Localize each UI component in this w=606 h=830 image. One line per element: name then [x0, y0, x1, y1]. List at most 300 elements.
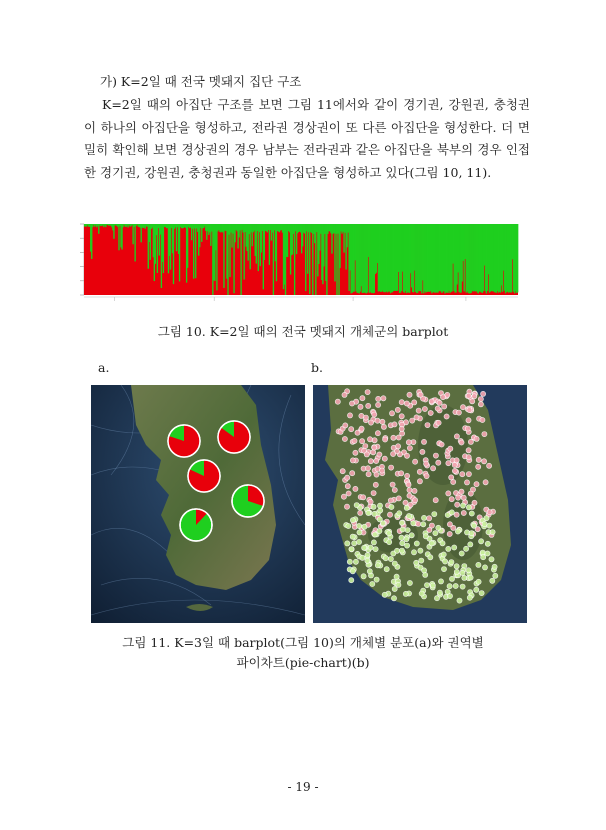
sample-point: [460, 405, 465, 410]
sample-point: [388, 498, 393, 503]
bar-segment-cluster-2: [517, 224, 518, 292]
bar-segment-cluster-2: [113, 224, 114, 239]
satellite-map-with-sample-points: [313, 385, 527, 623]
sample-point: [478, 402, 483, 407]
bar-segment-cluster-2: [305, 224, 306, 291]
sample-point: [482, 565, 487, 570]
sample-point: [378, 508, 383, 513]
sample-point: [396, 444, 401, 449]
sample-point: [407, 446, 412, 451]
sample-point: [468, 575, 473, 580]
sample-point: [460, 503, 465, 508]
sample-point: [397, 511, 402, 516]
sample-point: [363, 444, 368, 449]
sample-point: [394, 574, 399, 579]
sample-point: [441, 567, 446, 572]
sample-point: [432, 512, 437, 517]
sample-point: [372, 445, 377, 450]
sample-point: [400, 541, 405, 546]
sample-point: [354, 503, 359, 508]
sample-point: [487, 510, 492, 515]
sample-point: [382, 592, 387, 597]
sample-point: [466, 418, 471, 423]
sample-point: [481, 391, 486, 396]
sample-point: [453, 583, 458, 588]
sample-point: [381, 396, 386, 401]
sample-point: [412, 400, 417, 405]
sample-point: [371, 450, 376, 455]
sample-point: [487, 463, 492, 468]
sample-point: [374, 472, 379, 477]
figure-11-caption-line-1: 그림 11. K=3일 때 barplot(그림 10)의 개체별 분포(a)와 권역별: [122, 635, 484, 650]
sample-point: [350, 471, 355, 476]
sample-point: [365, 466, 370, 471]
sample-point: [382, 456, 387, 461]
sample-point: [350, 458, 355, 463]
sample-point: [447, 584, 452, 589]
bar-segment-cluster-2: [243, 224, 244, 280]
bar-segment-cluster-2: [121, 224, 122, 250]
sample-point: [383, 556, 388, 561]
sample-point: [371, 540, 376, 545]
sample-point: [399, 520, 404, 525]
sample-point: [350, 534, 355, 539]
sample-point: [449, 560, 454, 565]
sample-point: [379, 468, 384, 473]
sample-point: [474, 482, 479, 487]
sample-point: [376, 396, 381, 401]
pie-chart: [188, 460, 220, 492]
bar-segment-cluster-2: [134, 224, 135, 261]
sample-point: [470, 399, 475, 404]
sample-point: [390, 482, 395, 487]
sample-point: [469, 531, 474, 536]
sample-point: [435, 406, 440, 411]
sample-point: [362, 524, 367, 529]
sample-point: [420, 449, 425, 454]
sample-point: [359, 413, 364, 418]
sample-point: [374, 577, 379, 582]
bar-segment-cluster-2: [176, 224, 177, 251]
sample-point: [414, 560, 419, 565]
sample-point: [406, 482, 411, 487]
sample-point: [406, 513, 411, 518]
bar-segment-cluster-2: [216, 224, 217, 290]
bar-segment-cluster-2: [150, 224, 151, 260]
sample-point: [375, 563, 380, 568]
sample-point: [480, 417, 485, 422]
sample-point: [459, 440, 464, 445]
sample-point: [431, 466, 436, 471]
sample-point: [350, 569, 355, 574]
section-heading: 가) K=2일 때 전국 멧돼지 집단 구조: [100, 74, 302, 89]
bar-segment-cluster-2: [315, 224, 316, 295]
pie-chart: [180, 509, 212, 541]
sample-point: [485, 551, 490, 556]
sample-point: [414, 415, 419, 420]
sample-point: [478, 397, 483, 402]
sample-point: [427, 516, 432, 521]
sample-point: [452, 545, 457, 550]
sample-point: [437, 590, 442, 595]
sample-point: [443, 559, 448, 564]
bar-segment-cluster-2: [309, 224, 310, 294]
page-number: - 19 -: [287, 780, 319, 794]
sample-point: [377, 503, 382, 508]
sample-point: [433, 531, 438, 536]
sample-point: [376, 402, 381, 407]
sample-point: [399, 400, 404, 405]
sample-point: [399, 548, 404, 553]
sample-point: [361, 574, 366, 579]
sample-point: [460, 584, 465, 589]
sample-point: [409, 533, 414, 538]
sample-point: [447, 522, 452, 527]
sample-point: [447, 594, 452, 599]
bar-segment-cluster-2: [173, 224, 174, 284]
pie-chart: [218, 421, 250, 453]
sample-point: [371, 491, 376, 496]
sample-point: [399, 471, 404, 476]
sample-point: [392, 561, 397, 566]
sample-point: [476, 457, 481, 462]
sample-point: [372, 532, 377, 537]
bar-segment-cluster-2: [91, 224, 92, 259]
sample-point: [381, 521, 386, 526]
sample-point: [446, 491, 451, 496]
sample-point: [377, 529, 382, 534]
sample-point: [366, 510, 371, 515]
bar-segment-cluster-2: [179, 224, 180, 281]
sample-point: [438, 579, 443, 584]
sample-point: [349, 547, 354, 552]
sample-point: [472, 500, 477, 505]
sample-point: [459, 489, 464, 494]
figure-11-caption: [0, 633, 606, 673]
sample-point: [367, 569, 372, 574]
sample-point: [407, 392, 412, 397]
sample-point: [462, 575, 467, 580]
sample-point: [474, 436, 479, 441]
bar-segment-cluster-2: [223, 224, 224, 288]
sample-point: [411, 550, 416, 555]
sample-point: [370, 581, 375, 586]
sample-point: [466, 455, 471, 460]
sample-point: [459, 551, 464, 556]
sample-point: [467, 408, 472, 413]
sample-point: [358, 510, 363, 515]
bar-segment-cluster-2: [276, 224, 277, 281]
bar-segment-cluster-2: [170, 224, 171, 270]
sample-point: [449, 497, 454, 502]
sample-point: [366, 472, 371, 477]
barplot-figure-10: [78, 220, 520, 306]
sample-point: [345, 484, 350, 489]
bar-segment-cluster-2: [163, 224, 164, 273]
sample-point: [437, 400, 442, 405]
sample-point: [423, 534, 428, 539]
sample-point: [472, 394, 477, 399]
sample-point: [360, 555, 365, 560]
sample-point: [419, 591, 424, 596]
sample-point: [456, 410, 461, 415]
sample-point: [373, 547, 378, 552]
sample-point: [436, 460, 441, 465]
bar-segment-cluster-2: [294, 224, 295, 295]
sample-point: [391, 451, 396, 456]
sample-point: [405, 528, 410, 533]
sample-point: [454, 564, 459, 569]
sample-point: [446, 546, 451, 551]
sample-point: [421, 439, 426, 444]
sample-point: [380, 419, 385, 424]
sample-point: [341, 494, 346, 499]
sample-point: [417, 479, 422, 484]
sample-point: [361, 495, 366, 500]
sample-point: [404, 505, 409, 510]
sample-point: [396, 582, 401, 587]
sample-point: [399, 414, 404, 419]
sample-point: [490, 578, 495, 583]
sample-point: [411, 521, 416, 526]
sample-point: [460, 472, 465, 477]
sample-point: [417, 469, 422, 474]
sample-point: [400, 527, 405, 532]
sample-point: [377, 452, 382, 457]
bar-segment-cluster-2: [336, 224, 337, 295]
sample-point: [465, 426, 470, 431]
bar-segment-cluster-2: [132, 224, 133, 244]
sample-point: [360, 439, 365, 444]
sample-point: [365, 553, 370, 558]
sample-point: [454, 434, 459, 439]
sample-point: [368, 545, 373, 550]
sample-point: [371, 504, 376, 509]
sample-point: [368, 420, 373, 425]
sample-point: [444, 414, 449, 419]
sample-point: [474, 587, 479, 592]
sample-point: [433, 498, 438, 503]
sample-point: [375, 418, 380, 423]
sample-point: [455, 502, 460, 507]
bar-segment-cluster-2: [269, 224, 270, 265]
sample-point: [436, 525, 441, 530]
sample-point: [368, 459, 373, 464]
sample-point: [389, 465, 394, 470]
sample-point: [429, 399, 434, 404]
sample-point: [413, 459, 418, 464]
sample-point: [392, 422, 397, 427]
sample-point: [466, 505, 471, 510]
sample-point: [375, 431, 380, 436]
sample-point: [479, 539, 484, 544]
sample-point: [456, 495, 461, 500]
bar-segment-cluster-2: [195, 224, 196, 278]
panel-label-a: a.: [98, 360, 110, 375]
sample-point: [449, 576, 454, 581]
sample-point: [407, 580, 412, 585]
sample-point: [421, 515, 426, 520]
sample-point: [466, 448, 471, 453]
sample-point: [428, 555, 433, 560]
sample-point: [468, 491, 473, 496]
bar-segment-cluster-2: [273, 224, 274, 295]
sample-point: [481, 555, 486, 560]
sample-point: [436, 420, 441, 425]
sample-point: [487, 523, 492, 528]
sample-point: [406, 440, 411, 445]
sample-point: [455, 529, 460, 534]
sample-point: [374, 458, 379, 463]
sample-point: [414, 541, 419, 546]
sample-point: [399, 426, 404, 431]
sample-point: [416, 521, 421, 526]
sample-point: [421, 522, 426, 527]
sample-point: [476, 464, 481, 469]
sample-point: [447, 531, 452, 536]
sample-point: [372, 511, 377, 516]
sample-point: [384, 567, 389, 572]
sample-point: [425, 423, 430, 428]
sample-point: [464, 546, 469, 551]
sample-point: [403, 500, 408, 505]
sample-point: [347, 559, 352, 564]
sample-point: [352, 438, 357, 443]
sample-point: [466, 568, 471, 573]
sample-point: [345, 541, 350, 546]
satellite-map-with-pie-charts: [91, 385, 305, 623]
sample-point: [405, 543, 410, 548]
sample-point: [387, 540, 392, 545]
sample-point: [364, 452, 369, 457]
sample-point: [422, 568, 427, 573]
sample-point: [345, 475, 350, 480]
sample-point: [489, 557, 494, 562]
sample-point: [372, 412, 377, 417]
sample-point: [365, 558, 370, 563]
sample-point: [392, 487, 397, 492]
sample-point: [403, 591, 408, 596]
sample-point: [448, 446, 453, 451]
sample-point: [346, 523, 351, 528]
sample-point: [344, 504, 349, 509]
sample-point: [439, 442, 444, 447]
sample-point: [353, 486, 358, 491]
sample-point: [490, 530, 495, 535]
sample-point: [366, 403, 371, 408]
sample-point: [429, 541, 434, 546]
sample-point: [394, 548, 399, 553]
sample-point: [471, 523, 476, 528]
sample-point: [430, 583, 435, 588]
sample-point: [359, 426, 364, 431]
sample-point: [358, 404, 363, 409]
sample-point: [365, 390, 370, 395]
bar-segment-cluster-2: [157, 224, 158, 273]
sample-point: [464, 480, 469, 485]
sample-point: [454, 512, 459, 517]
sample-point: [482, 522, 487, 527]
sample-point: [419, 558, 424, 563]
sample-point: [355, 430, 360, 435]
sample-point: [368, 499, 373, 504]
sample-point: [342, 436, 347, 441]
sample-point: [482, 459, 487, 464]
sample-point: [356, 539, 361, 544]
sample-point: [388, 556, 393, 561]
sample-point: [479, 591, 484, 596]
sample-point: [407, 488, 412, 493]
sample-point: [424, 461, 429, 466]
sample-point: [405, 473, 410, 478]
sample-point: [460, 570, 465, 575]
sample-point: [468, 439, 473, 444]
sample-point: [346, 491, 351, 496]
sample-point: [452, 468, 457, 473]
sample-point: [467, 595, 472, 600]
bar-segment-cluster-2: [312, 224, 313, 295]
sample-point: [483, 480, 488, 485]
sample-point: [482, 432, 487, 437]
sample-point: [391, 435, 396, 440]
bar-segment-cluster-2: [326, 224, 327, 295]
sample-point: [362, 545, 367, 550]
sample-point: [387, 512, 392, 517]
sample-point: [404, 537, 409, 542]
bar-segment-cluster-2: [193, 224, 194, 279]
body-paragraph: K=2일 때의 아집단 구조를 보면 그림 11에서와 같이 경기권, 강원권, 충청권이 하나의 아집단을 형성하고, 전라권 경상권이 또 다른 아집단을 형성한다. 더 면밀히 확인해 보면 경상권의 경우 남부는 전라권과 같은 아집단을 북부의 경우 인접한 경기권, 강원권, 충청권과 동일한 아집단을 형성하고 있다(그림 10, 11).: [84, 97, 530, 180]
sample-point: [404, 401, 409, 406]
sample-point: [433, 453, 438, 458]
sample-point: [418, 548, 423, 553]
sample-point: [412, 488, 417, 493]
sample-point: [428, 410, 433, 415]
sample-point: [367, 437, 372, 442]
sample-point: [373, 482, 378, 487]
bar-segment-cluster-2: [187, 224, 188, 268]
sample-point: [349, 427, 354, 432]
sample-point: [407, 493, 412, 498]
sample-point: [476, 562, 481, 567]
figure-10-caption: 그림 10. K=2일 때의 전국 멧돼지 개체군의 barplot: [157, 324, 449, 339]
sample-point: [492, 564, 497, 569]
sample-point: [466, 472, 471, 477]
sample-point: [469, 511, 474, 516]
sample-point: [349, 401, 354, 406]
sample-point: [418, 392, 423, 397]
sample-point: [349, 578, 354, 583]
sample-point: [454, 569, 459, 574]
pie-chart: [232, 485, 264, 517]
sample-point: [399, 535, 404, 540]
sample-point: [413, 498, 418, 503]
sample-point: [461, 495, 466, 500]
sample-point: [340, 469, 345, 474]
sample-point: [434, 596, 439, 601]
sample-point: [357, 530, 362, 535]
sample-point: [353, 559, 358, 564]
bar-segment-cluster-2: [118, 224, 119, 250]
sample-point: [391, 596, 396, 601]
sample-point: [383, 437, 388, 442]
sample-point: [342, 392, 347, 397]
sample-point: [381, 424, 386, 429]
figure-11-caption-line-2: 파이차트(pie-chart)(b): [236, 655, 370, 670]
sample-point: [461, 510, 466, 515]
sample-point: [424, 474, 429, 479]
sample-point: [449, 510, 454, 515]
sample-point: [404, 453, 409, 458]
